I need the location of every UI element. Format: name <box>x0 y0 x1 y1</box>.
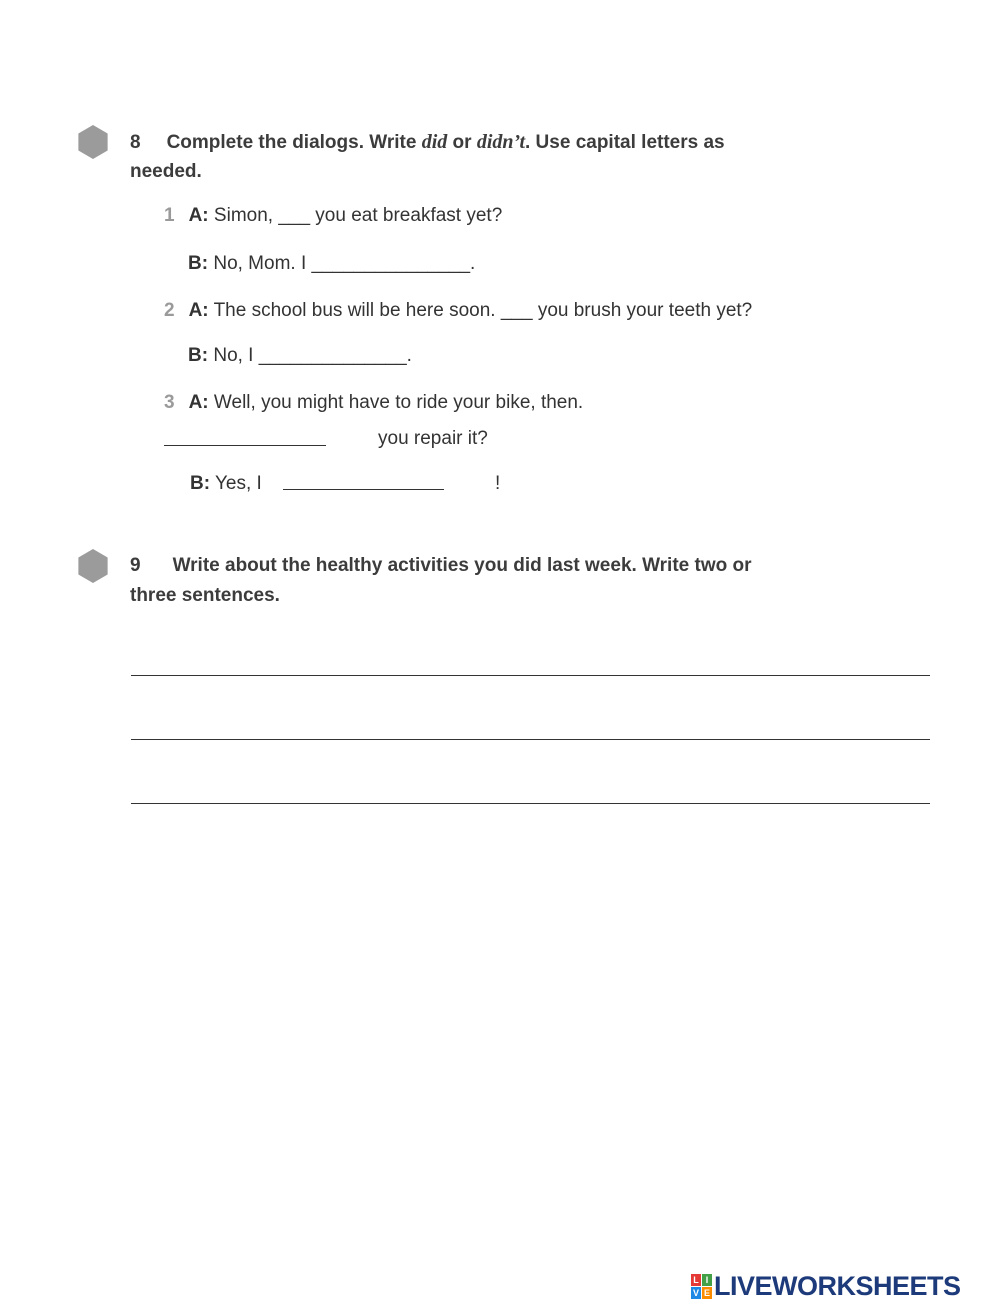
liveworksheets-logo <box>691 1271 961 1301</box>
hexagon-icon <box>76 125 110 159</box>
logo-letter-v: V <box>692 1287 699 1298</box>
dialog-text: The school bus will be here soon. ___ you brush your teeth yet? <box>208 300 753 321</box>
logo-letter-l: L <box>691 1274 701 1286</box>
logo-letter-e: E <box>703 1287 710 1298</box>
item-1-b-line <box>188 253 475 275</box>
word-didnt: didn’t <box>476 131 525 153</box>
exercise-9-number: 9 <box>130 555 141 576</box>
exercise-9-instruction-line2: three sentences. <box>130 585 280 606</box>
instruction-text-2: . Use capital letters as <box>525 132 725 153</box>
speaker-b: B: <box>188 253 209 274</box>
word-or: or <box>447 132 477 153</box>
dialog-text: Well, you might have to ride your bike, then. <box>208 392 584 413</box>
speaker-b: B: <box>190 473 211 494</box>
exercise-8-instruction <box>130 127 725 158</box>
hexagon-icon <box>76 549 110 583</box>
answer-blank[interactable] <box>283 489 444 490</box>
speaker-b: B: <box>188 345 209 366</box>
instruction-text: Complete the dialogs. Write <box>166 132 422 153</box>
item-3-b-line <box>190 473 262 495</box>
item-3-a-line2: you repair it? <box>378 428 488 449</box>
exclamation-mark: ! <box>495 473 501 494</box>
item-number: 2 <box>164 300 175 321</box>
item-number: 1 <box>164 205 175 226</box>
item-3-a-line <box>164 392 583 414</box>
dialog-text: Yes, I <box>210 473 262 494</box>
dialog-text: No, I ______________. <box>208 345 412 366</box>
speaker-a: A: <box>188 205 209 226</box>
item-number: 3 <box>164 392 175 413</box>
logo-text: LIVEWORKSHEETS <box>714 1271 961 1301</box>
writing-line-2[interactable] <box>131 739 930 740</box>
writing-line-1[interactable] <box>131 675 930 676</box>
item-1-a-line <box>164 205 502 227</box>
item-2-a-line <box>164 300 752 322</box>
item-2-b-line <box>188 345 412 367</box>
speaker-a: A: <box>188 300 209 321</box>
exercise-8-number: 8 <box>130 132 141 153</box>
logo-letter-i: I <box>702 1274 712 1286</box>
exercise-8-instruction-line2: needed. <box>130 161 202 182</box>
answer-blank[interactable] <box>164 445 326 446</box>
writing-line-3[interactable] <box>131 803 930 804</box>
dialog-text: No, Mom. I _______________. <box>208 253 476 274</box>
instruction-text: Write about the healthy activities you did last week. Write two or <box>172 555 752 576</box>
logo-mark-icon <box>691 1274 712 1299</box>
dialog-text: Simon, ___ you eat breakfast yet? <box>208 205 503 226</box>
speaker-a: A: <box>188 392 209 413</box>
word-did: did <box>421 131 448 153</box>
exercise-9-instruction <box>130 551 752 581</box>
